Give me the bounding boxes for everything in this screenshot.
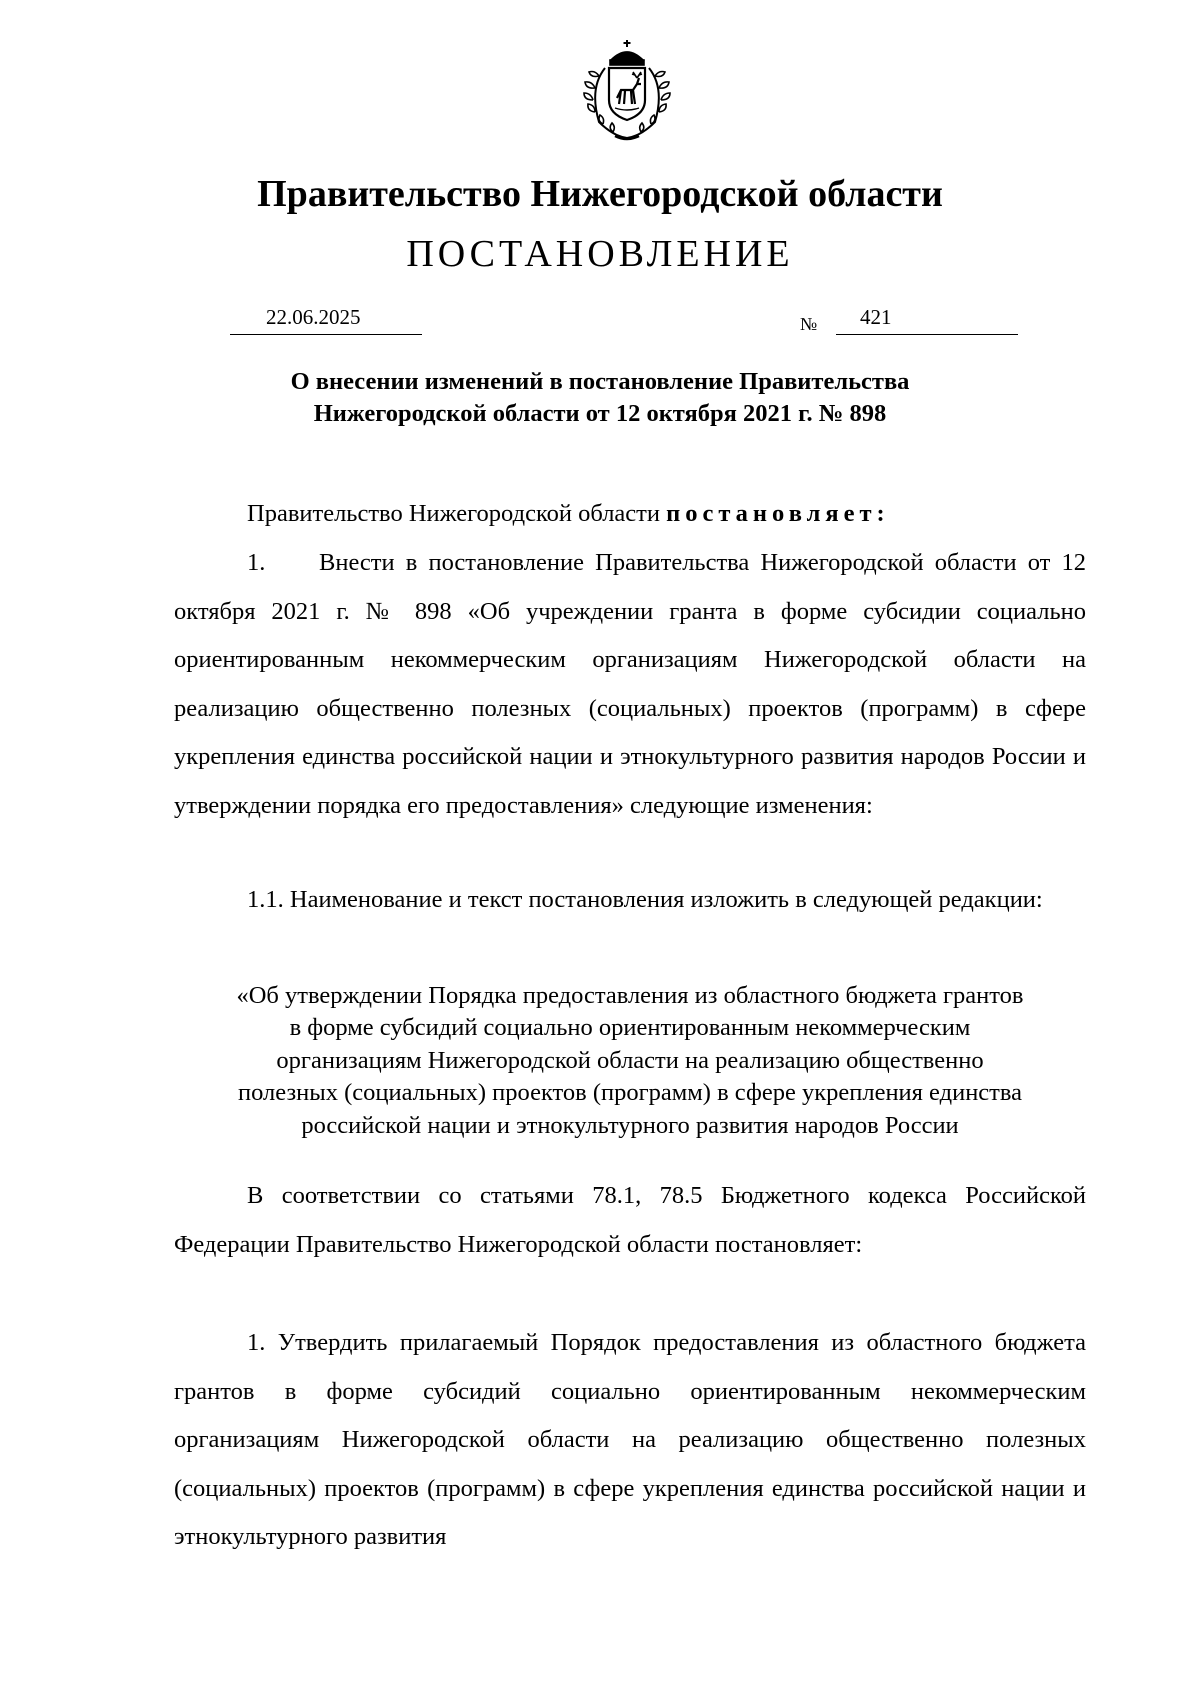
organization-title: Правительство Нижегородской области (257, 173, 943, 215)
quote-line: российской нации и этнокультурного развития народов России (301, 1111, 959, 1139)
number-field (836, 304, 1018, 335)
quote-line: в форме субсидий социально ориентированным некоммерческим (289, 1014, 971, 1042)
date-value: 22.06.2025 (266, 305, 361, 329)
number-sign: № (800, 314, 818, 334)
number-value: 421 (860, 305, 892, 329)
paragraph-1-1: 1.1. Наименование и текст постановления изложить в следующей редакции: (247, 886, 1043, 913)
quoted-title (174, 980, 1086, 1142)
quote-line: «Об утверждении Порядка предоставления из областного бюджета грантов (236, 982, 1024, 1009)
document-heading (0, 366, 1200, 430)
paragraph-text: Внести в постановление Правительства Нижегородской области от 12 октября 2021 г. № 898 «Об учреждении гранта в форме субсидии социально ориентированным некоммерческим организациям Нижегородской области на реализацию общественно полезных (социальных) проектов (программ) в сфере укрепления единства российской нации и этнокультурного развития народов России и утверждении порядка его предоставления» следующие изменения: (174, 549, 1086, 819)
paragraph-number: 1. (247, 549, 266, 576)
heading-line: Нижегородской области от 12 октября 2021 г. № 898 (313, 400, 887, 427)
date-field (230, 304, 422, 335)
preamble-paragraph (174, 490, 1086, 539)
preamble-text: Правительство Нижегородской области (247, 500, 667, 527)
approve-paragraph: 1. Утвердить прилагаемый Порядок предоставления из областного бюджета грантов в форме субсидий социально ориентированным некоммерческим организациям Нижегородской области на реализацию общественно полезных (социальных) проектов (программ) в сфере укрепления единства российской нации и этнокультурного развития (174, 1329, 1086, 1550)
heading-line: О внесении изменений в постановление Правительства (290, 368, 910, 395)
preamble-emphasis: постановляет: (666, 500, 890, 527)
paragraph-1 (174, 539, 1086, 830)
document-type: ПОСТАНОВЛЕНИЕ (406, 233, 794, 275)
quote-line: полезных (социальных) проектов (программ) в сфере укрепления единства (238, 1079, 1022, 1107)
coat-of-arms-icon (575, 38, 679, 144)
quote-line: организациям Нижегородской области на реализацию общественно (276, 1046, 984, 1074)
basis-paragraph: В соответствии со статьями 78.1, 78.5 Бюджетного кодекса Российской Федерации Правительство Нижегородской области постановляет: (174, 1182, 1086, 1258)
